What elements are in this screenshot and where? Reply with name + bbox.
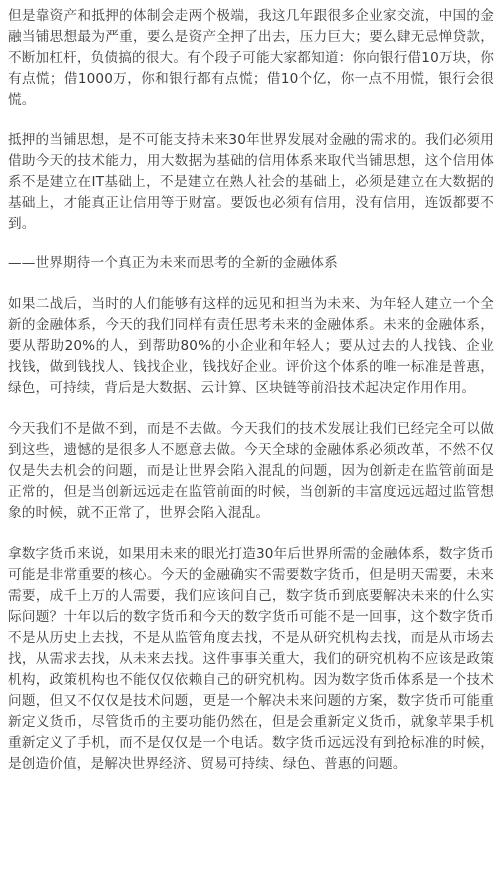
paragraph-5: 拿数字货币来说，如果用未来的眼光打造30年后世界所需的金融体系，数字货币可能是非常重要的核心。今天的金融确实不需要数字货币，但是明天需要，未来需要，成千上万的人需要，我们应该问自己，数字货币到底要解决未来的什么实际问题？十年以后的数字货币和今天的数字货币可能不是一回事，这个数字货币不是从历史上去找，不是从监管角度去找，不是从研究机构去找，而是从市场去找，从需求去找，从未来去找。这件事事关重大，我们的研究机构不应该是政策机构，政策机构也不能仅仅依赖自己的研究机构。因为数字货币体系是一个技术问题，但又不仅仅是技术问题，更是一个解决未来问题的方案，数字货币可能重新定义货币，尽管货币的主要功能仍然在，但是会重新定义货币，就象苹果手机重新定义了手机，而不是仅仅是一个电话。数字货币远远没有到抢标准的时候，是创造价值，是解决世界经济、贸易可持续、绿色、普惠的问题。 xyxy=(8,546,494,772)
paragraph-3: 如果二战后，当时的人们能够有这样的远见和担当为未来、为年轻人建立一个全新的金融体系，今天的我们同样有责任思考未来的金融体系。未来的金融体系，要从帮助20%的人，到帮助80%的小企业和年轻人；要从过去的人找钱、企业找钱，做到钱找人、钱找企业，钱找好企业。评价这个体系的唯一标准是普惠，绿色，可持续，背后是大数据、云计算、区块链等前沿技术起决定作用作用。 xyxy=(8,296,494,396)
paragraph-2: 抵押的当铺思想，是不可能支持未来30年世界发展对金融的需求的。我们必须用借助今天的技术能力，用大数据为基础的信用体系来取代当铺思想，这个信用体系不是建立在IT基础上，不是建立在熟人社会的基础上，必须是建立在大数据的基础上，才能真正让信用等于财富。要饭也必须有信用，没有信用，连饭都要不到。 xyxy=(8,132,494,232)
paragraph-spacer xyxy=(8,111,494,130)
paragraph-spacer xyxy=(8,274,494,294)
section-heading: ——世界期待一个真正为未来而思考的全新的金融体系 xyxy=(8,255,338,271)
paragraph-spacer xyxy=(8,524,494,544)
paragraph-4: 今天我们不是做不到，而是不去做。今天我们的技术发展让我们已经完全可以做到这些，遗憾的是很多人不愿意去做。今天全球的金融体系必须改革，不然不仅仅是失去机会的问题，而是让世界会陷入混乱的问题，因为创新走在监管前面是正常的，但是当创新远远走在监管前面的时候，当创新的丰富度远远超过监管想象的时候，就不正常了，世界会陷入混乱。 xyxy=(8,421,494,521)
article-body xyxy=(8,6,494,775)
paragraph-spacer xyxy=(8,399,494,419)
paragraph-1: 但是靠资产和抵押的体制会走两个极端，我这几年跟很多企业家交流，中国的金融当铺思想最为严重，要么是资产全押了出去，压力巨大；要么肆无忌惮贷款，不断加杠杆，负债搞的很大。有个段子可能大家都知道：你向银行借10万块，你有点慌；借1000万，你和银行都有点慌；借10个亿，你一点不用慌，银行会很慌。 xyxy=(8,8,494,108)
paragraph-spacer xyxy=(8,235,494,253)
